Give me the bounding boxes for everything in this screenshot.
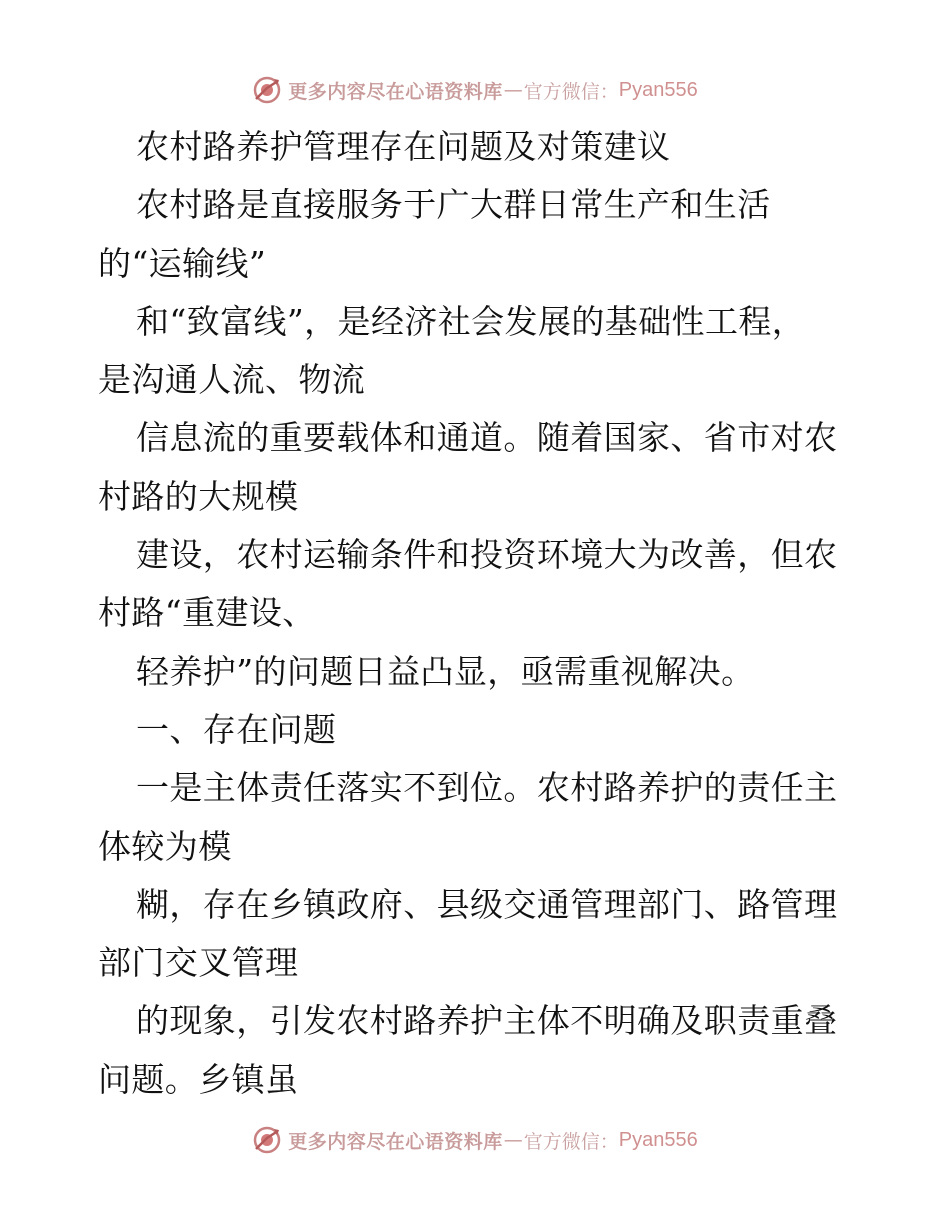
banner-wechat-id: Pyan556: [618, 78, 698, 101]
paragraph-line: 信息流的重要载体和通道。随着国家、省市对农: [136, 418, 838, 458]
banner-dash: —: [503, 1129, 523, 1151]
banner-dash: —: [503, 79, 523, 101]
paragraph-line: 部门交叉管理: [98, 943, 299, 983]
paragraph-line: 的现象，引发农村路养护主体不明确及职责重叠: [136, 1001, 838, 1041]
paragraph-line: 一是主体责任落实不到位。农村路养护的责任主: [136, 768, 838, 808]
banner-official-label: 官方微信：: [523, 1130, 619, 1153]
banner-site-text: 更多内容尽在心语资料库: [288, 80, 503, 103]
document-title: 农村路养护管理存在问题及对策建议: [136, 127, 671, 166]
paragraph-line: 轻养护”的问题日益凸显，亟需重视解决。: [136, 651, 755, 691]
paragraph-line: 村路“重建设、: [98, 593, 316, 633]
paragraph-line: 糊，存在乡镇政府、县级交通管理部门、路管理: [136, 884, 838, 924]
header-banner: [0, 72, 950, 108]
paragraph-line: 村路的大规模: [98, 476, 299, 516]
paragraph-line: 农村路是直接服务于广大群日常生产和生活: [136, 185, 771, 225]
paragraph-line: 的“运输线”: [98, 243, 267, 283]
logo-icon: [252, 75, 282, 105]
logo-icon: [252, 1125, 282, 1155]
paragraph-line: 体较为模: [98, 826, 232, 866]
banner-site-text: 更多内容尽在心语资料库: [288, 1130, 503, 1153]
banner-wechat-id: Pyan556: [618, 1128, 698, 1151]
paragraph-line: 是沟通人流、物流: [98, 360, 366, 400]
banner-official-label: 官方微信：: [523, 80, 619, 103]
paragraph-line: 问题。乡镇虽: [98, 1059, 299, 1099]
document-body: [98, 118, 858, 1109]
paragraph-line: 建设，农村运输条件和投资环境大为改善，但农: [136, 535, 838, 575]
section-heading: 一、存在问题: [136, 709, 337, 749]
paragraph-line: 和“致富线”，是经济社会发展的基础性工程，: [136, 301, 806, 341]
footer-banner: [0, 1122, 950, 1158]
